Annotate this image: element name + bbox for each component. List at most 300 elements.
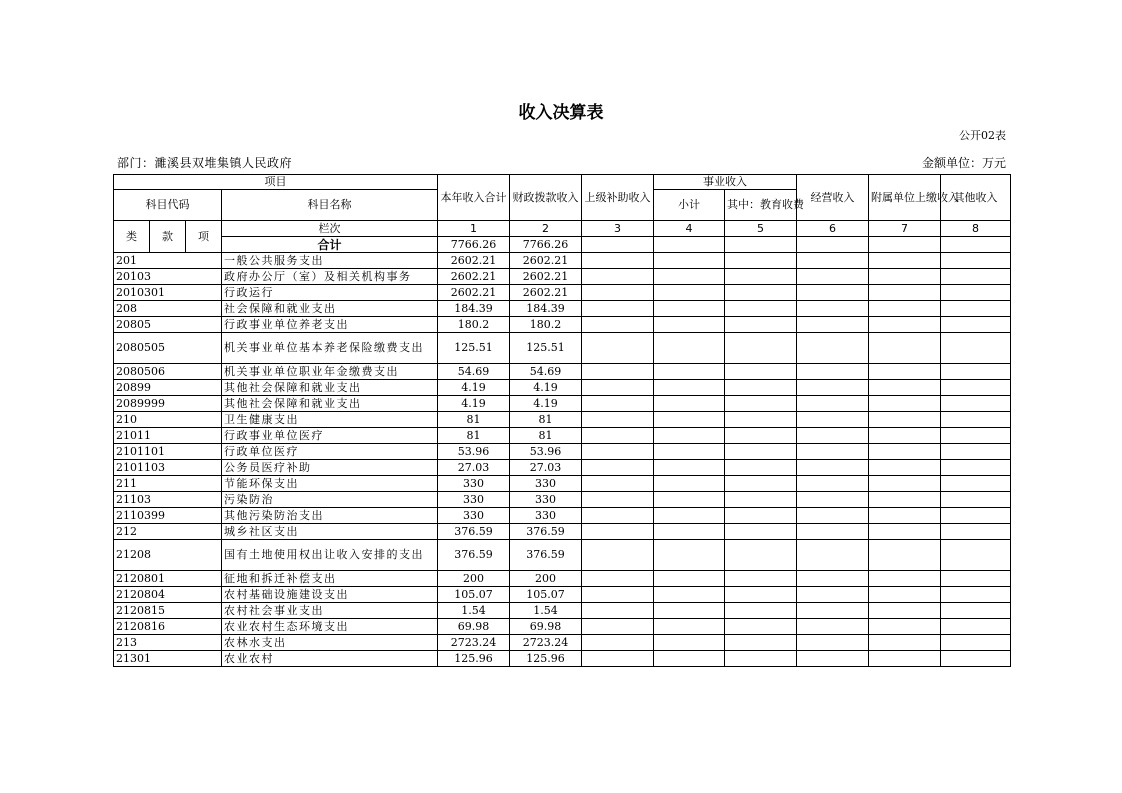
row-col3 xyxy=(582,444,654,460)
row-col4 xyxy=(654,524,725,540)
row-col6 xyxy=(797,428,869,444)
row-col1: 1.54 xyxy=(438,603,510,619)
row-name: 农业农村生态环境支出 xyxy=(222,619,438,635)
row-col6 xyxy=(797,651,869,667)
row-col7 xyxy=(869,269,941,285)
table-row xyxy=(114,317,1011,333)
row-col2: 54.69 xyxy=(510,364,582,380)
row-col5 xyxy=(725,380,797,396)
row-col4 xyxy=(654,603,725,619)
header-col3: 上级补助收入 xyxy=(582,175,654,221)
header-lei: 类 xyxy=(114,221,150,253)
row-col8 xyxy=(941,651,1011,667)
table-row xyxy=(114,301,1011,317)
row-col7 xyxy=(869,412,941,428)
row-col6 xyxy=(797,460,869,476)
row-col1: 4.19 xyxy=(438,380,510,396)
row-col8 xyxy=(941,269,1011,285)
row-code: 2120801 xyxy=(114,571,222,587)
header-kuan: 款 xyxy=(150,221,186,253)
row-col3 xyxy=(582,301,654,317)
row-col8 xyxy=(941,364,1011,380)
row-col1: 125.96 xyxy=(438,651,510,667)
row-code: 2120815 xyxy=(114,603,222,619)
col-number-2: 2 xyxy=(510,221,582,237)
row-col5 xyxy=(725,269,797,285)
row-col4 xyxy=(654,476,725,492)
row-col2: 27.03 xyxy=(510,460,582,476)
row-col2: 184.39 xyxy=(510,301,582,317)
row-col1: 105.07 xyxy=(438,587,510,603)
row-col5 xyxy=(725,301,797,317)
row-code: 2110399 xyxy=(114,508,222,524)
row-col6 xyxy=(797,396,869,412)
row-code: 2120804 xyxy=(114,587,222,603)
col-number-7: 7 xyxy=(869,221,941,237)
row-code: 2089999 xyxy=(114,396,222,412)
total-col3 xyxy=(582,237,654,253)
row-col7 xyxy=(869,651,941,667)
row-col5 xyxy=(725,635,797,651)
row-code: 201 xyxy=(114,253,222,269)
row-col4 xyxy=(654,635,725,651)
page-title: 收入决算表 xyxy=(518,103,604,123)
row-col2: 180.2 xyxy=(510,317,582,333)
row-col8 xyxy=(941,492,1011,508)
row-col8 xyxy=(941,444,1011,460)
row-col4 xyxy=(654,396,725,412)
row-col7 xyxy=(869,444,941,460)
row-name: 其他污染防治支出 xyxy=(222,508,438,524)
row-col3 xyxy=(582,603,654,619)
row-col5 xyxy=(725,317,797,333)
row-code: 21208 xyxy=(114,540,222,571)
row-name: 污染防治 xyxy=(222,492,438,508)
row-name: 农林水支出 xyxy=(222,635,438,651)
row-col6 xyxy=(797,524,869,540)
row-col1: 2723.24 xyxy=(438,635,510,651)
row-col4 xyxy=(654,333,725,364)
table-row xyxy=(114,333,1011,364)
row-col6 xyxy=(797,635,869,651)
row-col6 xyxy=(797,364,869,380)
row-col2: 105.07 xyxy=(510,587,582,603)
row-code: 20805 xyxy=(114,317,222,333)
row-col6 xyxy=(797,508,869,524)
row-col1: 54.69 xyxy=(438,364,510,380)
row-col3 xyxy=(582,587,654,603)
row-name: 行政运行 xyxy=(222,285,438,301)
row-col8 xyxy=(941,476,1011,492)
row-col1: 69.98 xyxy=(438,619,510,635)
row-col6 xyxy=(797,492,869,508)
row-col2: 330 xyxy=(510,508,582,524)
row-code: 21301 xyxy=(114,651,222,667)
row-col3 xyxy=(582,492,654,508)
row-col2: 125.51 xyxy=(510,333,582,364)
row-col4 xyxy=(654,460,725,476)
row-col3 xyxy=(582,524,654,540)
table-row xyxy=(114,269,1011,285)
row-code: 2101103 xyxy=(114,460,222,476)
row-col2: 376.59 xyxy=(510,524,582,540)
row-col1: 4.19 xyxy=(438,396,510,412)
row-col3 xyxy=(582,380,654,396)
row-col2: 81 xyxy=(510,428,582,444)
row-name: 行政单位医疗 xyxy=(222,444,438,460)
row-col6 xyxy=(797,333,869,364)
row-col7 xyxy=(869,396,941,412)
row-name: 卫生健康支出 xyxy=(222,412,438,428)
row-col3 xyxy=(582,571,654,587)
header-item: 项目 xyxy=(114,175,438,190)
table-row xyxy=(114,412,1011,428)
header-code: 科目代码 xyxy=(114,190,222,221)
row-col7 xyxy=(869,301,941,317)
row-col5 xyxy=(725,619,797,635)
header-col6: 经营收入 xyxy=(797,175,869,221)
row-col8 xyxy=(941,380,1011,396)
row-name: 行政事业单位养老支出 xyxy=(222,317,438,333)
row-code: 211 xyxy=(114,476,222,492)
row-col7 xyxy=(869,524,941,540)
row-col2: 2602.21 xyxy=(510,285,582,301)
table-row xyxy=(114,619,1011,635)
row-name: 国有土地使用权出让收入安排的支出 xyxy=(222,540,438,571)
row-col8 xyxy=(941,603,1011,619)
row-col6 xyxy=(797,301,869,317)
row-col4 xyxy=(654,492,725,508)
row-code: 208 xyxy=(114,301,222,317)
header-col7: 附属单位上缴收入 xyxy=(869,175,941,221)
row-col4 xyxy=(654,412,725,428)
row-col5 xyxy=(725,364,797,380)
row-name: 城乡社区支出 xyxy=(222,524,438,540)
row-col3 xyxy=(582,253,654,269)
row-col1: 2602.21 xyxy=(438,285,510,301)
row-col3 xyxy=(582,333,654,364)
row-col8 xyxy=(941,619,1011,635)
row-col4 xyxy=(654,301,725,317)
row-col7 xyxy=(869,364,941,380)
row-col2: 125.96 xyxy=(510,651,582,667)
row-col3 xyxy=(582,364,654,380)
row-col6 xyxy=(797,603,869,619)
row-col6 xyxy=(797,476,869,492)
row-col3 xyxy=(582,460,654,476)
header-col1: 本年收入合计 xyxy=(438,175,510,221)
row-col1: 330 xyxy=(438,492,510,508)
row-col6 xyxy=(797,269,869,285)
total-col2: 7766.26 xyxy=(510,237,582,253)
row-col7 xyxy=(869,603,941,619)
col-number-4: 4 xyxy=(654,221,725,237)
col-number-6: 6 xyxy=(797,221,869,237)
row-col3 xyxy=(582,619,654,635)
row-col6 xyxy=(797,285,869,301)
row-col8 xyxy=(941,524,1011,540)
row-col8 xyxy=(941,396,1011,412)
row-col1: 2602.21 xyxy=(438,253,510,269)
row-col3 xyxy=(582,540,654,571)
row-col1: 330 xyxy=(438,508,510,524)
table-row xyxy=(114,571,1011,587)
table-row xyxy=(114,444,1011,460)
table-row xyxy=(114,540,1011,571)
row-col1: 180.2 xyxy=(438,317,510,333)
header-name: 科目名称 xyxy=(222,190,438,221)
row-col4 xyxy=(654,380,725,396)
table-row xyxy=(114,364,1011,380)
row-col6 xyxy=(797,253,869,269)
row-code: 2010301 xyxy=(114,285,222,301)
row-col7 xyxy=(869,333,941,364)
row-col8 xyxy=(941,460,1011,476)
unit-label: 金额单位：万元 xyxy=(921,156,1006,170)
row-name: 其他社会保障和就业支出 xyxy=(222,396,438,412)
row-col1: 53.96 xyxy=(438,444,510,460)
row-code: 2080506 xyxy=(114,364,222,380)
table-row xyxy=(114,428,1011,444)
row-col6 xyxy=(797,444,869,460)
income-final-account-table xyxy=(113,174,1011,667)
row-col3 xyxy=(582,285,654,301)
total-col7 xyxy=(869,237,941,253)
row-col8 xyxy=(941,508,1011,524)
row-col7 xyxy=(869,492,941,508)
row-col8 xyxy=(941,333,1011,364)
row-col1: 125.51 xyxy=(438,333,510,364)
row-col8 xyxy=(941,301,1011,317)
row-col7 xyxy=(869,428,941,444)
row-code: 21103 xyxy=(114,492,222,508)
row-name: 农业农村 xyxy=(222,651,438,667)
row-col2: 53.96 xyxy=(510,444,582,460)
row-col3 xyxy=(582,317,654,333)
row-name: 行政事业单位医疗 xyxy=(222,428,438,444)
row-col5 xyxy=(725,651,797,667)
row-col6 xyxy=(797,587,869,603)
row-col7 xyxy=(869,285,941,301)
row-name: 农村基础设施建设支出 xyxy=(222,587,438,603)
header-col5: 其中：教育收费 xyxy=(725,190,797,221)
header-col4: 小计 xyxy=(654,190,725,221)
row-col8 xyxy=(941,285,1011,301)
row-col2: 2602.21 xyxy=(510,269,582,285)
row-name: 机关事业单位基本养老保险缴费支出 xyxy=(222,333,438,364)
row-code: 2101101 xyxy=(114,444,222,460)
row-col2: 4.19 xyxy=(510,396,582,412)
row-col8 xyxy=(941,587,1011,603)
total-col1: 7766.26 xyxy=(438,237,510,253)
row-col1: 184.39 xyxy=(438,301,510,317)
table-row xyxy=(114,380,1011,396)
table-row xyxy=(114,587,1011,603)
row-col8 xyxy=(941,571,1011,587)
header-col45: 事业收入 xyxy=(654,175,797,190)
row-col4 xyxy=(654,571,725,587)
row-col7 xyxy=(869,476,941,492)
row-col8 xyxy=(941,253,1011,269)
row-col5 xyxy=(725,444,797,460)
row-col2: 1.54 xyxy=(510,603,582,619)
row-col6 xyxy=(797,540,869,571)
row-col2: 330 xyxy=(510,476,582,492)
row-code: 213 xyxy=(114,635,222,651)
row-code: 2120816 xyxy=(114,619,222,635)
total-label: 合计 xyxy=(222,237,438,253)
row-col6 xyxy=(797,380,869,396)
row-col4 xyxy=(654,651,725,667)
col-number-1: 1 xyxy=(438,221,510,237)
table-row xyxy=(114,285,1011,301)
table-row xyxy=(114,508,1011,524)
row-col4 xyxy=(654,508,725,524)
row-code: 210 xyxy=(114,412,222,428)
department-label: 部门：濉溪县双堆集镇人民政府 xyxy=(117,156,293,170)
row-col5 xyxy=(725,587,797,603)
table-row xyxy=(114,651,1011,667)
row-col4 xyxy=(654,540,725,571)
table-row xyxy=(114,253,1011,269)
row-col6 xyxy=(797,619,869,635)
table-row xyxy=(114,476,1011,492)
total-col5 xyxy=(725,237,797,253)
row-col5 xyxy=(725,460,797,476)
row-col4 xyxy=(654,285,725,301)
row-col5 xyxy=(725,285,797,301)
row-col1: 2602.21 xyxy=(438,269,510,285)
row-name: 社会保障和就业支出 xyxy=(222,301,438,317)
row-col3 xyxy=(582,476,654,492)
row-col8 xyxy=(941,635,1011,651)
row-col7 xyxy=(869,380,941,396)
table-row xyxy=(114,492,1011,508)
row-col6 xyxy=(797,317,869,333)
row-col5 xyxy=(725,333,797,364)
row-name: 征地和拆迁补偿支出 xyxy=(222,571,438,587)
row-col3 xyxy=(582,412,654,428)
row-col7 xyxy=(869,540,941,571)
row-col3 xyxy=(582,269,654,285)
row-col8 xyxy=(941,317,1011,333)
row-col7 xyxy=(869,460,941,476)
row-col4 xyxy=(654,587,725,603)
row-col4 xyxy=(654,317,725,333)
row-col1: 27.03 xyxy=(438,460,510,476)
header-col2: 财政拨款收入 xyxy=(510,175,582,221)
table-row xyxy=(114,603,1011,619)
row-col4 xyxy=(654,253,725,269)
row-col3 xyxy=(582,635,654,651)
row-col1: 81 xyxy=(438,412,510,428)
row-col5 xyxy=(725,253,797,269)
row-col4 xyxy=(654,619,725,635)
row-col8 xyxy=(941,540,1011,571)
row-col5 xyxy=(725,508,797,524)
row-col7 xyxy=(869,619,941,635)
row-col1: 330 xyxy=(438,476,510,492)
row-col5 xyxy=(725,603,797,619)
row-col5 xyxy=(725,492,797,508)
col-number-3: 3 xyxy=(582,221,654,237)
row-col7 xyxy=(869,253,941,269)
row-col3 xyxy=(582,651,654,667)
row-code: 2080505 xyxy=(114,333,222,364)
row-col5 xyxy=(725,396,797,412)
row-code: 21011 xyxy=(114,428,222,444)
table-row xyxy=(114,396,1011,412)
row-col7 xyxy=(869,508,941,524)
row-col8 xyxy=(941,412,1011,428)
row-col3 xyxy=(582,428,654,444)
row-col1: 81 xyxy=(438,428,510,444)
table-row xyxy=(114,635,1011,651)
row-col1: 376.59 xyxy=(438,540,510,571)
row-col4 xyxy=(654,444,725,460)
row-col7 xyxy=(869,587,941,603)
row-col4 xyxy=(654,364,725,380)
row-col5 xyxy=(725,476,797,492)
row-col7 xyxy=(869,571,941,587)
table-row xyxy=(114,524,1011,540)
row-code: 20899 xyxy=(114,380,222,396)
form-number: 公开02表 xyxy=(959,129,1006,142)
total-col6 xyxy=(797,237,869,253)
row-col6 xyxy=(797,412,869,428)
header-xiang: 项 xyxy=(186,221,222,253)
row-col2: 376.59 xyxy=(510,540,582,571)
row-col4 xyxy=(654,269,725,285)
row-col5 xyxy=(725,412,797,428)
row-col1: 200 xyxy=(438,571,510,587)
row-name: 一般公共服务支出 xyxy=(222,253,438,269)
row-col8 xyxy=(941,428,1011,444)
total-col8 xyxy=(941,237,1011,253)
row-col1: 376.59 xyxy=(438,524,510,540)
row-col2: 2602.21 xyxy=(510,253,582,269)
row-code: 20103 xyxy=(114,269,222,285)
row-col5 xyxy=(725,524,797,540)
col-number-5: 5 xyxy=(725,221,797,237)
row-col6 xyxy=(797,571,869,587)
col-number-8: 8 xyxy=(941,221,1011,237)
row-col3 xyxy=(582,508,654,524)
row-name: 公务员医疗补助 xyxy=(222,460,438,476)
table-row xyxy=(114,460,1011,476)
header-lanci: 栏次 xyxy=(222,221,438,237)
row-col2: 330 xyxy=(510,492,582,508)
row-col4 xyxy=(654,428,725,444)
row-col5 xyxy=(725,571,797,587)
header-col8: 其他收入 xyxy=(941,175,1011,221)
row-col2: 81 xyxy=(510,412,582,428)
row-col2: 2723.24 xyxy=(510,635,582,651)
row-name: 农村社会事业支出 xyxy=(222,603,438,619)
row-name: 政府办公厅（室）及相关机构事务 xyxy=(222,269,438,285)
row-col2: 4.19 xyxy=(510,380,582,396)
row-col2: 69.98 xyxy=(510,619,582,635)
row-name: 其他社会保障和就业支出 xyxy=(222,380,438,396)
row-col2: 200 xyxy=(510,571,582,587)
row-col3 xyxy=(582,396,654,412)
row-col7 xyxy=(869,635,941,651)
row-name: 节能环保支出 xyxy=(222,476,438,492)
total-col4 xyxy=(654,237,725,253)
row-col5 xyxy=(725,428,797,444)
row-code: 212 xyxy=(114,524,222,540)
row-col7 xyxy=(869,317,941,333)
